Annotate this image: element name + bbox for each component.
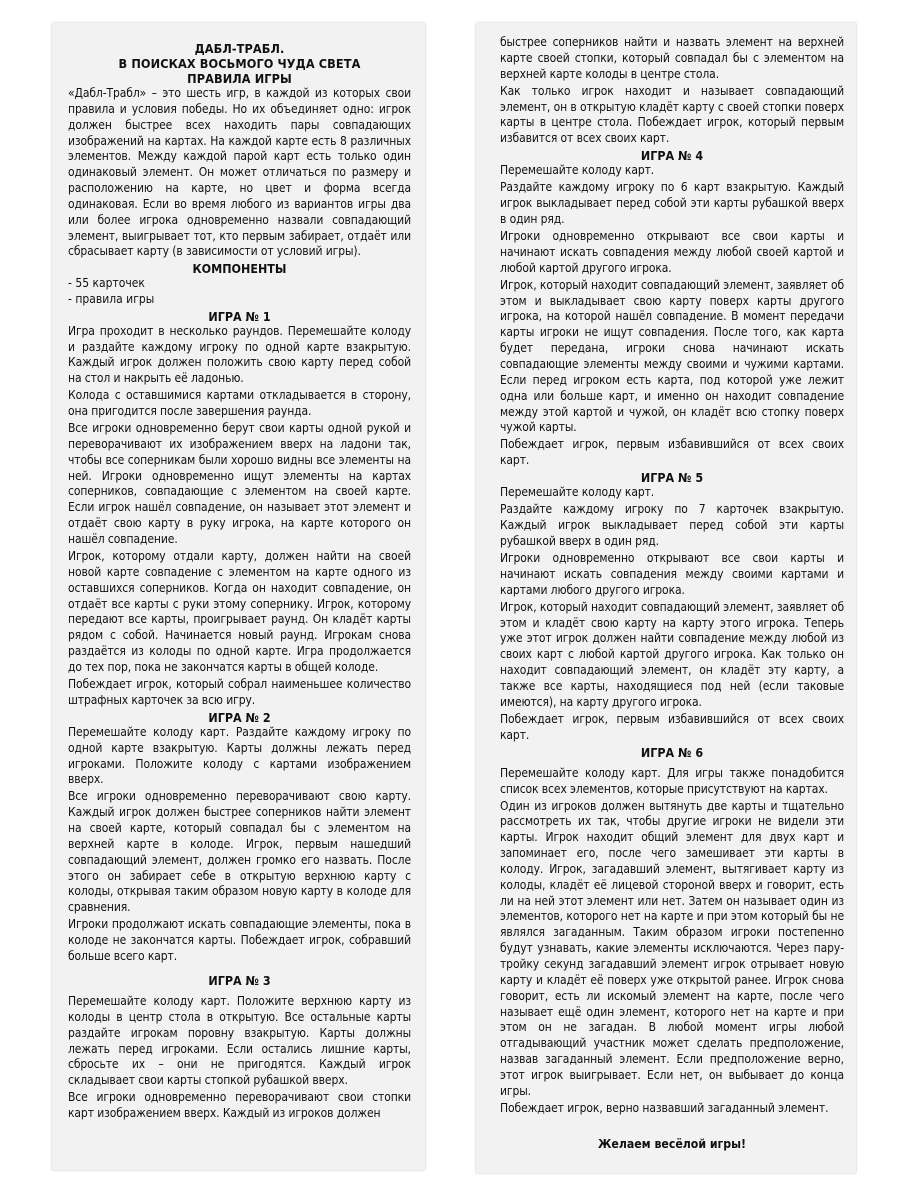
game1-paragraph: Колода с оставшимися картами откладывается в сторону, она пригодится после завершения раунда. [68, 388, 411, 419]
game4-paragraph: Игроки одновременно открывают все свои карты и начинают искать совпадения между любой своей картой и любой картой другого игрока. [500, 229, 844, 275]
game-title: ДАБЛ-ТРАБЛ. [194, 41, 285, 56]
game3-continued-paragraph: Как только игрок находит и называет совпадающий элемент, он в открытую кладёт карту с своей стопки поверх карты в центре стола. Побеждает игрок, который первым избавится от всех своих карт. [500, 83, 844, 146]
game2-heading: ИГРА № 2 [208, 709, 271, 725]
game3-heading: ИГРА № 3 [208, 973, 271, 989]
rules-page-left [52, 23, 425, 1170]
game3-continued-paragraph: быстрее соперников найти и назвать элемент на верхней карте своей стопки, который совпадал бы с элементом на верхней карте колоды в центре стола. [500, 35, 844, 81]
game4-paragraph: Игрок, который находит совпадающий элемент, заявляет об этом и выкладывает свою карту поверх карты другого игрока, на которой нашёл совпадение. В момент передачи карты игроки не ищут совпадения. После того, как карта будет передана, игроки снова начинают искать совпадающие элементы между своими и чужими картами. Если перед игроком есть карта, под которой уже лежит одна или больше карт, и именно он находит совпадение между этой картой и чужой, он кладёт всю стопку поверх чужой карты. [500, 277, 844, 435]
game5-paragraph: Раздайте каждому игроку по 7 карточек взакрытую. Каждый игрок выкладывает перед собой эти карты рубашкой вверх в один ряд. [500, 502, 844, 548]
game5-paragraph: Игроки одновременно открывают все свои карты и начинают искать совпадения между своими картами и картами любого другого игрока. [500, 551, 844, 597]
game4-paragraph: Перемешайте колоду карт. [500, 163, 655, 178]
game6-paragraph: Один из игроков должен вытянуть две карты и тщательно рассмотреть их так, чтобы другие игроки не видели эти карты. Игрок находит общий элемент для двух карт и запоминает его, после чего замешивает эти карты в колоду. Игрок, загадавший элемент, вытягивает карту из колоды, кладёт её лицевой стороной вверх и говорит, есть ли на ней этот элемент или нет. Затем он называет один из элементов, которого нет на карте и при этом который бы не являлся загаданным. Таким образом игроки постепенно будут узнавать, какие элементы исключаются. Через пару-тройку секунд загадавший элемент игрок отрывает новую карту и кладёт её поверх уже открытой ранее. Игрок снова говорит, есть ли искомый элемент на карте, после чего называет ещё один элемент, которого нет на карте и при этом он не загадан. В любой момент игры любой отгадывающий участник может сделать предположение, назвав загаданный элемент. Если предположение верно, этот игрок выигрывает. Если нет, он выбывает до конца игры. [500, 798, 844, 1098]
game3-paragraph: Все игроки одновременно переворачивают свои стопки карт изображением вверх. Каждый из игроков должен [68, 1090, 411, 1121]
component-item: - правила игры [68, 292, 155, 307]
game-subtitle: В ПОИСКАХ ВОСЬМОГО ЧУДА СВЕТА [118, 56, 361, 71]
game1-paragraph: Побеждает игрок, который собрал наименьшее количество штрафных карточек за всю игру. [68, 676, 411, 707]
game2-paragraph: Все игроки одновременно переворачивают свою карту. Каждый игрок должен быстрее соперников найти элемент на своей карте, который совпадал бы с элементом на верхней карте в колоде. Игрок, первым нашедший совпадающий элемент, должен громко его назвать. После этого он забирает себе в открытую верхнюю карту с колоды, открывая таким образом новую карту в колоде для сравнения. [68, 789, 411, 915]
components-heading: КОМПОНЕНТЫ [192, 261, 287, 277]
intro-paragraph: «Дабл-Трабл» – это шесть игр, в каждой из которых свои правила и условия победы. Но их объединяет одно: игрок должен быстрее всех находить пары совпадающих изображений на картах. На каждой карте есть 8 различных элементов. Между каждой парой карт есть только один одинаковый элемент. Он может отличаться по размеру и расположению на карте, но цвет и форма всегда одинаковая. Если во время любого из вариантов игры два или более игрока одновременно назвали совпадающий элемент, выигрывает тот, кто первым забирает, отдаёт или сбрасывает карту (в зависимости от условий игры). [68, 86, 411, 259]
game2-paragraph: Перемешайте колоду карт. Раздайте каждому игроку по одной карте взакрытую. Карты должны лежать перед игроками. Положите колоду с картами изображением вверх. [68, 724, 411, 787]
game3-paragraph: Перемешайте колоду карт. Положите верхнюю карту из колоды в центр стола в открытую. Все остальные карты раздайте игрокам поровну взакрытую. Карты должны лежать перед игроками. Если остались лишние карты, сбросьте их – они не пригодятся. Каждый игрок складывает свои карты стопкой рубашкой вверх. [68, 994, 411, 1088]
game5-paragraph: Побеждает игрок, первым избавившийся от всех своих карт. [500, 711, 844, 742]
game1-heading: ИГРА № 1 [208, 308, 271, 324]
rules-heading: ПРАВИЛА ИГРЫ [187, 71, 292, 86]
game1-paragraph: Игра проходит в несколько раундов. Перемешайте колоду и раздайте каждому игроку по одной карте взакрытую. Каждый игрок должен положить свою карту перед собой на стол и накрыть её ладонью. [68, 323, 411, 386]
game1-paragraph: Игрок, которому отдали карту, должен найти на своей новой карте совпадение с элементом на карте одного из оставшихся соперников. Когда он находит совпадение, он отдаёт все карты с руки этому сопернику. Игрок, которому передают все карты, проигрывает раунд. Он кладёт карты рядом с собой. Начинается новый раунд. Игрокам снова раздаётся из колоды по одной карте. Игра продолжается до тех пор, пока не закончатся карты в общей колоде. [68, 549, 411, 674]
game5-paragraph: Игрок, который находит совпадающий элемент, заявляет об этом и кладёт свою карту на карту этого игрока. Теперь уже этот игрок должен найти совпадение между любой из своих карт с любой картой другого игрока. Как только он находит совпадающий элемент, он кладёт эту карту, а также все карты, находящиеся под ней (если таковые имеются), на карту другого игрока. [500, 599, 844, 709]
game4-paragraph: Побеждает игрок, первым избавившийся от всех своих карт. [500, 437, 844, 468]
game5-heading: ИГРА № 5 [640, 470, 704, 486]
game1-paragraph: Все игроки одновременно берут свои карты одной рукой и переворачивают их изображением вверх на ладони так, чтобы все соперникам были хорошо видны все элементы на ней. Игроки одновременно ищут элементы на картах соперников, совпадающие с элементом на своей карте. Если игрок нашёл совпадение, он называет этот элемент и отдаёт свою карту в руку игрока, на карте которого он нашёл совпадение. [68, 421, 411, 546]
game4-paragraph: Раздайте каждому игроку по 6 карт взакрытую. Каждый игрок выкладывает перед собой эти карты рубашкой вверх в один ряд. [500, 180, 844, 226]
rules-page-right [476, 23, 856, 1173]
game4-heading: ИГРА № 4 [640, 148, 704, 164]
game5-paragraph: Перемешайте колоду карт. [500, 485, 655, 500]
game2-paragraph: Игроки продолжают искать совпадающие элементы, пока в колоде не закончатся карты. Побеждает игрок, собравший больше всего карт. [68, 917, 411, 964]
game6-heading: ИГРА № 6 [640, 744, 704, 760]
closing-wish: Желаем весёлой игры! [597, 1136, 747, 1151]
component-item: - 55 карточек [68, 276, 145, 291]
game6-paragraph: Перемешайте колоду карт. Для игры также понадобится список всех элементов, которые присутствуют на картах. [500, 765, 844, 796]
game6-paragraph: Побеждает игрок, верно назвавший загаданный элемент. [500, 1100, 829, 1115]
